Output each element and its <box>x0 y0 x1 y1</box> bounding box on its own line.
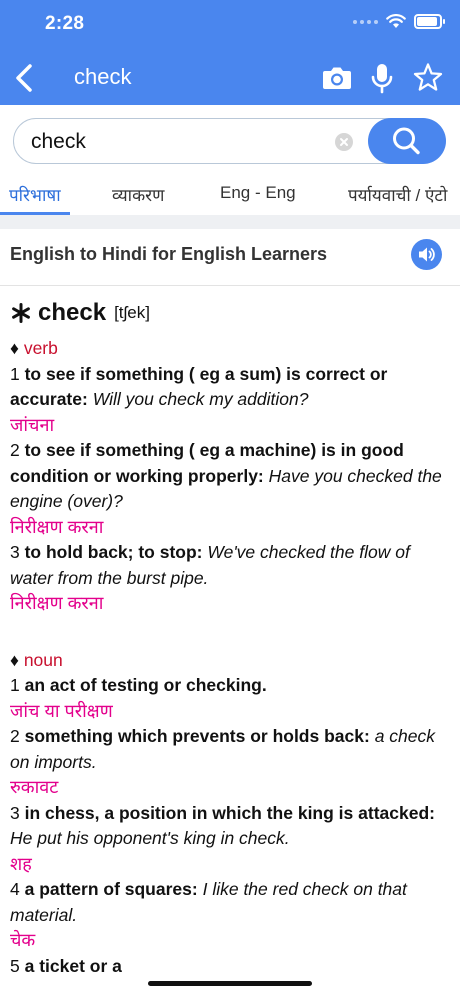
star-icon[interactable] <box>411 61 445 95</box>
hindi-translation: शह <box>10 853 32 874</box>
hindi-translation: चेक <box>10 930 36 950</box>
sense: 3 in chess, a position in which the king is attacked: He put his opponent's king in check. <box>10 802 435 848</box>
pos-noun: ♦ noun <box>10 649 63 670</box>
search-icon <box>368 118 446 164</box>
sense: 2 something which prevents or holds back: a check on imports. <box>10 726 435 772</box>
hindi-translation: निरीक्षण करना <box>10 516 104 537</box>
status-icons <box>353 14 442 29</box>
tab-eng-eng[interactable]: Eng - Eng <box>220 183 296 202</box>
sense: 1 to see if something ( eg a sum) is correct or accurate: Will you check my addition? <box>10 363 388 409</box>
search-button[interactable] <box>368 118 446 164</box>
nav-title: check <box>74 64 132 89</box>
sense: 1 an act of testing or checking. <box>10 675 267 695</box>
sense: 5 a ticket or a <box>10 955 122 976</box>
tab-definition[interactable]: परिभाषा <box>9 186 61 205</box>
tab-grammar[interactable]: व्याकरण <box>112 186 165 205</box>
hindi-translation: जांच या परीक्षण <box>10 700 113 721</box>
search-input-value: check <box>31 130 86 153</box>
signal-icon <box>353 20 378 24</box>
headword-text: check <box>38 299 107 327</box>
sense: 3 to hold back; to stop: We've checked the flow of water from the burst pipe. <box>10 542 410 588</box>
hindi-translation: जांचना <box>10 414 55 435</box>
status-time: 2:28 <box>45 13 85 34</box>
battery-icon <box>414 14 442 29</box>
headword <box>10 296 450 330</box>
clear-icon[interactable] <box>335 133 353 151</box>
pos-verb: ♦ verb <box>10 338 58 358</box>
home-indicator <box>148 981 312 986</box>
back-chevron-icon[interactable] <box>8 58 44 98</box>
asterisk-icon <box>10 302 32 324</box>
divider <box>0 285 460 286</box>
tab-synonyms-antonyms[interactable]: पर्यायवाची / एंटो <box>348 186 448 205</box>
section-separator <box>0 215 460 229</box>
hindi-translation: निरीक्षण करना <box>10 593 104 613</box>
sense: 2 to see if something ( eg a machine) is in good condition or working properly: Have you checked the engine (over)? <box>10 440 442 511</box>
microphone-icon[interactable] <box>365 61 399 95</box>
pronunciation: [tʃek] <box>114 303 150 323</box>
entry-content <box>10 296 450 979</box>
top-bar <box>0 0 460 105</box>
camera-icon[interactable] <box>320 61 354 95</box>
speaker-icon[interactable] <box>411 239 442 270</box>
wifi-icon <box>386 14 406 29</box>
sense: 4 a pattern of squares: I like the red check on that material. <box>10 879 407 925</box>
section-title: English to Hindi for English Learners <box>10 244 328 264</box>
tab-bar <box>0 176 460 216</box>
hindi-translation: रुकावट <box>10 777 59 797</box>
